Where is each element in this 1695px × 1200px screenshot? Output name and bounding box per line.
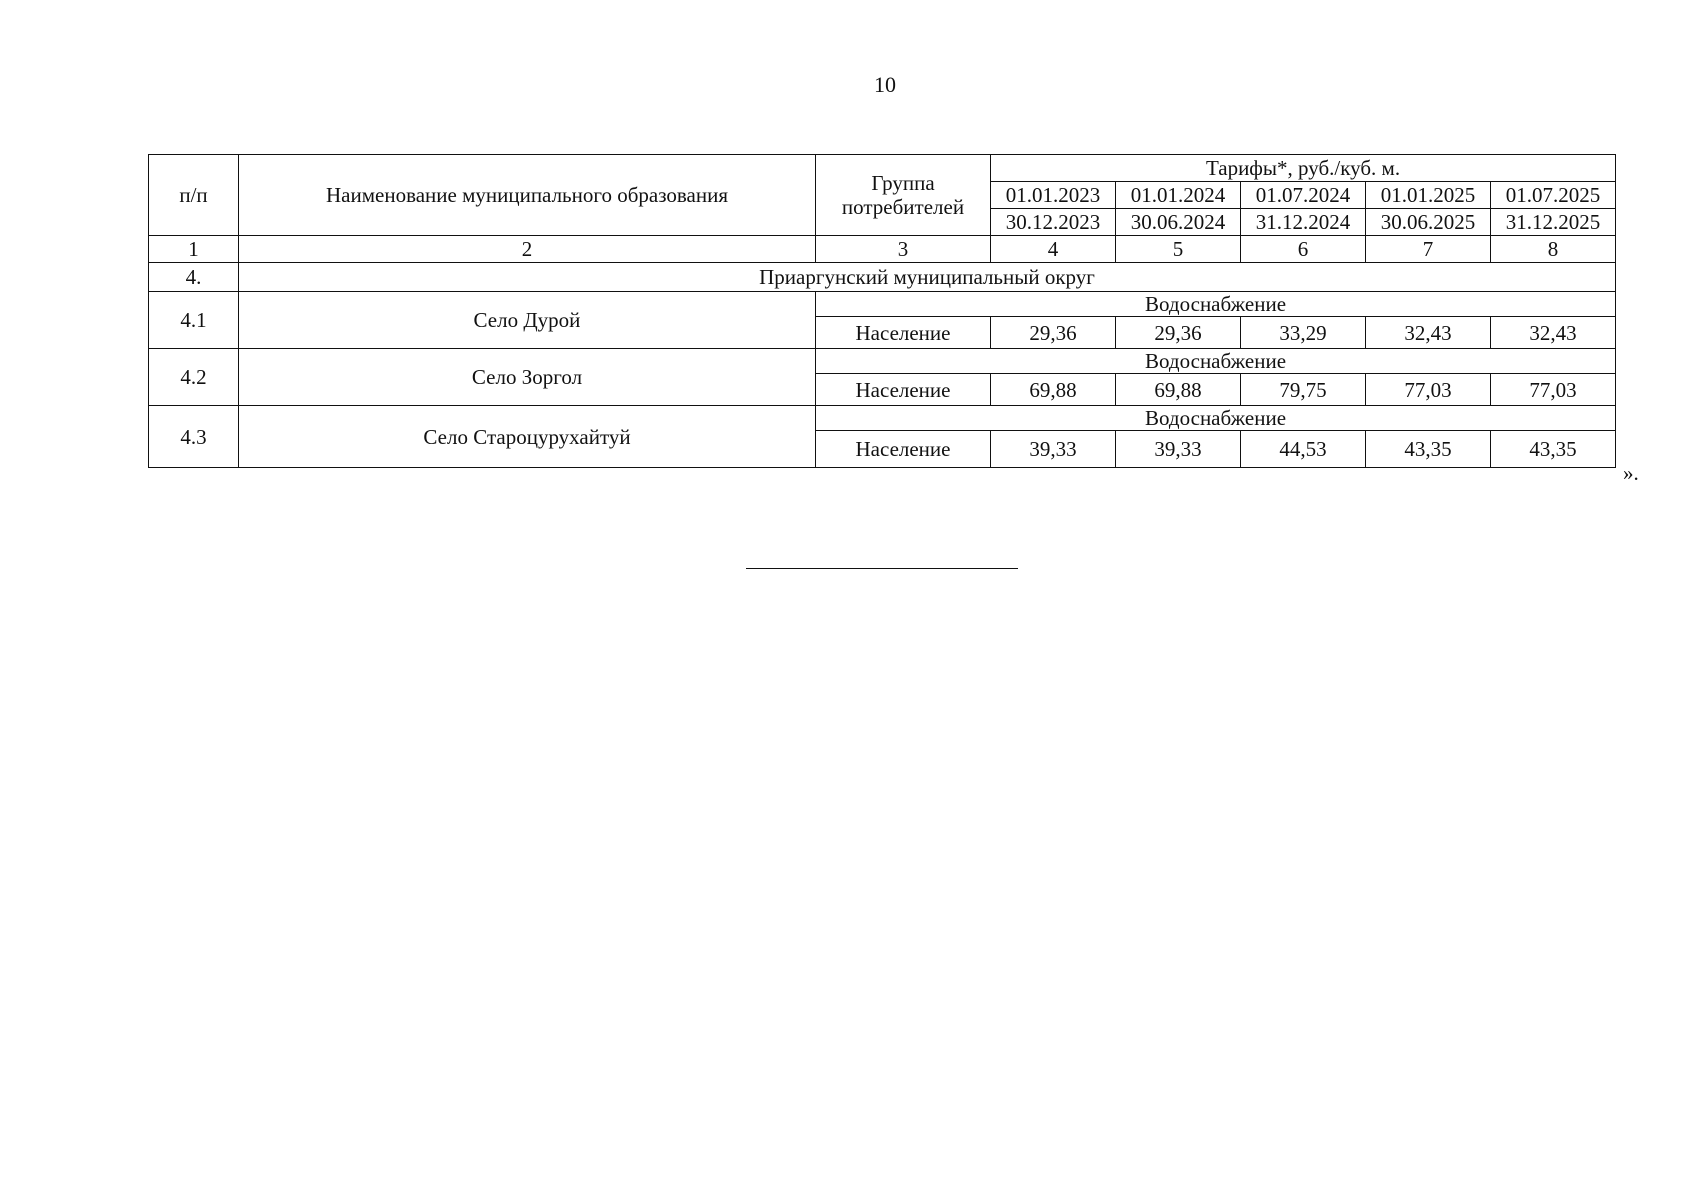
page-number: 10 <box>874 72 896 97</box>
tariff-value: 77,03 <box>1491 374 1616 406</box>
tariff-value: 69,88 <box>1116 374 1241 406</box>
column-number: 3 <box>816 236 991 263</box>
table-row <box>149 406 1616 431</box>
period-from: 01.01.2024 <box>1116 182 1241 209</box>
table-row <box>149 349 1616 374</box>
service-name: Водоснабжение <box>816 406 1616 431</box>
row-number: 4.1 <box>149 292 239 349</box>
period-from: 01.01.2025 <box>1366 182 1491 209</box>
period-to: 30.12.2023 <box>991 209 1116 236</box>
tariff-value: 69,88 <box>991 374 1116 406</box>
tariff-value: 77,03 <box>1366 374 1491 406</box>
settlement-name: Село Староцурухайтуй <box>239 406 816 468</box>
period-from: 01.07.2024 <box>1241 182 1366 209</box>
column-number: 6 <box>1241 236 1366 263</box>
closing-quote: ». <box>1623 461 1639 485</box>
tariff-value: 29,36 <box>991 317 1116 349</box>
column-number: 5 <box>1116 236 1241 263</box>
period-to: 30.06.2025 <box>1366 209 1491 236</box>
tariff-value: 32,43 <box>1366 317 1491 349</box>
tariff-value: 39,33 <box>991 431 1116 468</box>
service-name: Водоснабжение <box>816 349 1616 374</box>
tariff-table <box>148 154 1616 468</box>
service-name: Водоснабжение <box>816 292 1616 317</box>
consumer-group: Население <box>816 431 991 468</box>
header-group-line1: Группа <box>871 171 935 195</box>
period-from: 01.01.2023 <box>991 182 1116 209</box>
end-rule-divider <box>746 568 1018 569</box>
tariff-value: 43,35 <box>1491 431 1616 468</box>
header-consumer-group <box>816 155 991 236</box>
period-to: 31.12.2025 <box>1491 209 1616 236</box>
header-pp: п/п <box>149 155 239 236</box>
column-number: 8 <box>1491 236 1616 263</box>
district-name: Приаргунский муниципальный округ <box>239 263 1616 292</box>
tariff-value: 29,36 <box>1116 317 1241 349</box>
tariff-value: 33,29 <box>1241 317 1366 349</box>
consumer-group: Население <box>816 317 991 349</box>
header-group-line2: потребителей <box>841 195 965 219</box>
tariff-value: 32,43 <box>1491 317 1616 349</box>
header-name: Наименование муниципального образования <box>239 155 816 236</box>
row-number: 4.3 <box>149 406 239 468</box>
settlement-name: Село Дурой <box>239 292 816 349</box>
district-number: 4. <box>149 263 239 292</box>
header-tariffs-title: Тарифы*, руб./куб. м. <box>991 155 1616 182</box>
column-number: 4 <box>991 236 1116 263</box>
tariff-value: 43,35 <box>1366 431 1491 468</box>
header-row <box>149 155 1616 182</box>
consumer-group: Население <box>816 374 991 406</box>
column-number-row <box>149 236 1616 263</box>
column-number: 7 <box>1366 236 1491 263</box>
period-to: 31.12.2024 <box>1241 209 1366 236</box>
period-from: 01.07.2025 <box>1491 182 1616 209</box>
settlement-name: Село Зоргол <box>239 349 816 406</box>
district-row <box>149 263 1616 292</box>
column-number: 2 <box>239 236 816 263</box>
period-to: 30.06.2024 <box>1116 209 1241 236</box>
table-row <box>149 292 1616 317</box>
tariff-value: 79,75 <box>1241 374 1366 406</box>
row-number: 4.2 <box>149 349 239 406</box>
tariff-value: 39,33 <box>1116 431 1241 468</box>
tariff-value: 44,53 <box>1241 431 1366 468</box>
column-number: 1 <box>149 236 239 263</box>
